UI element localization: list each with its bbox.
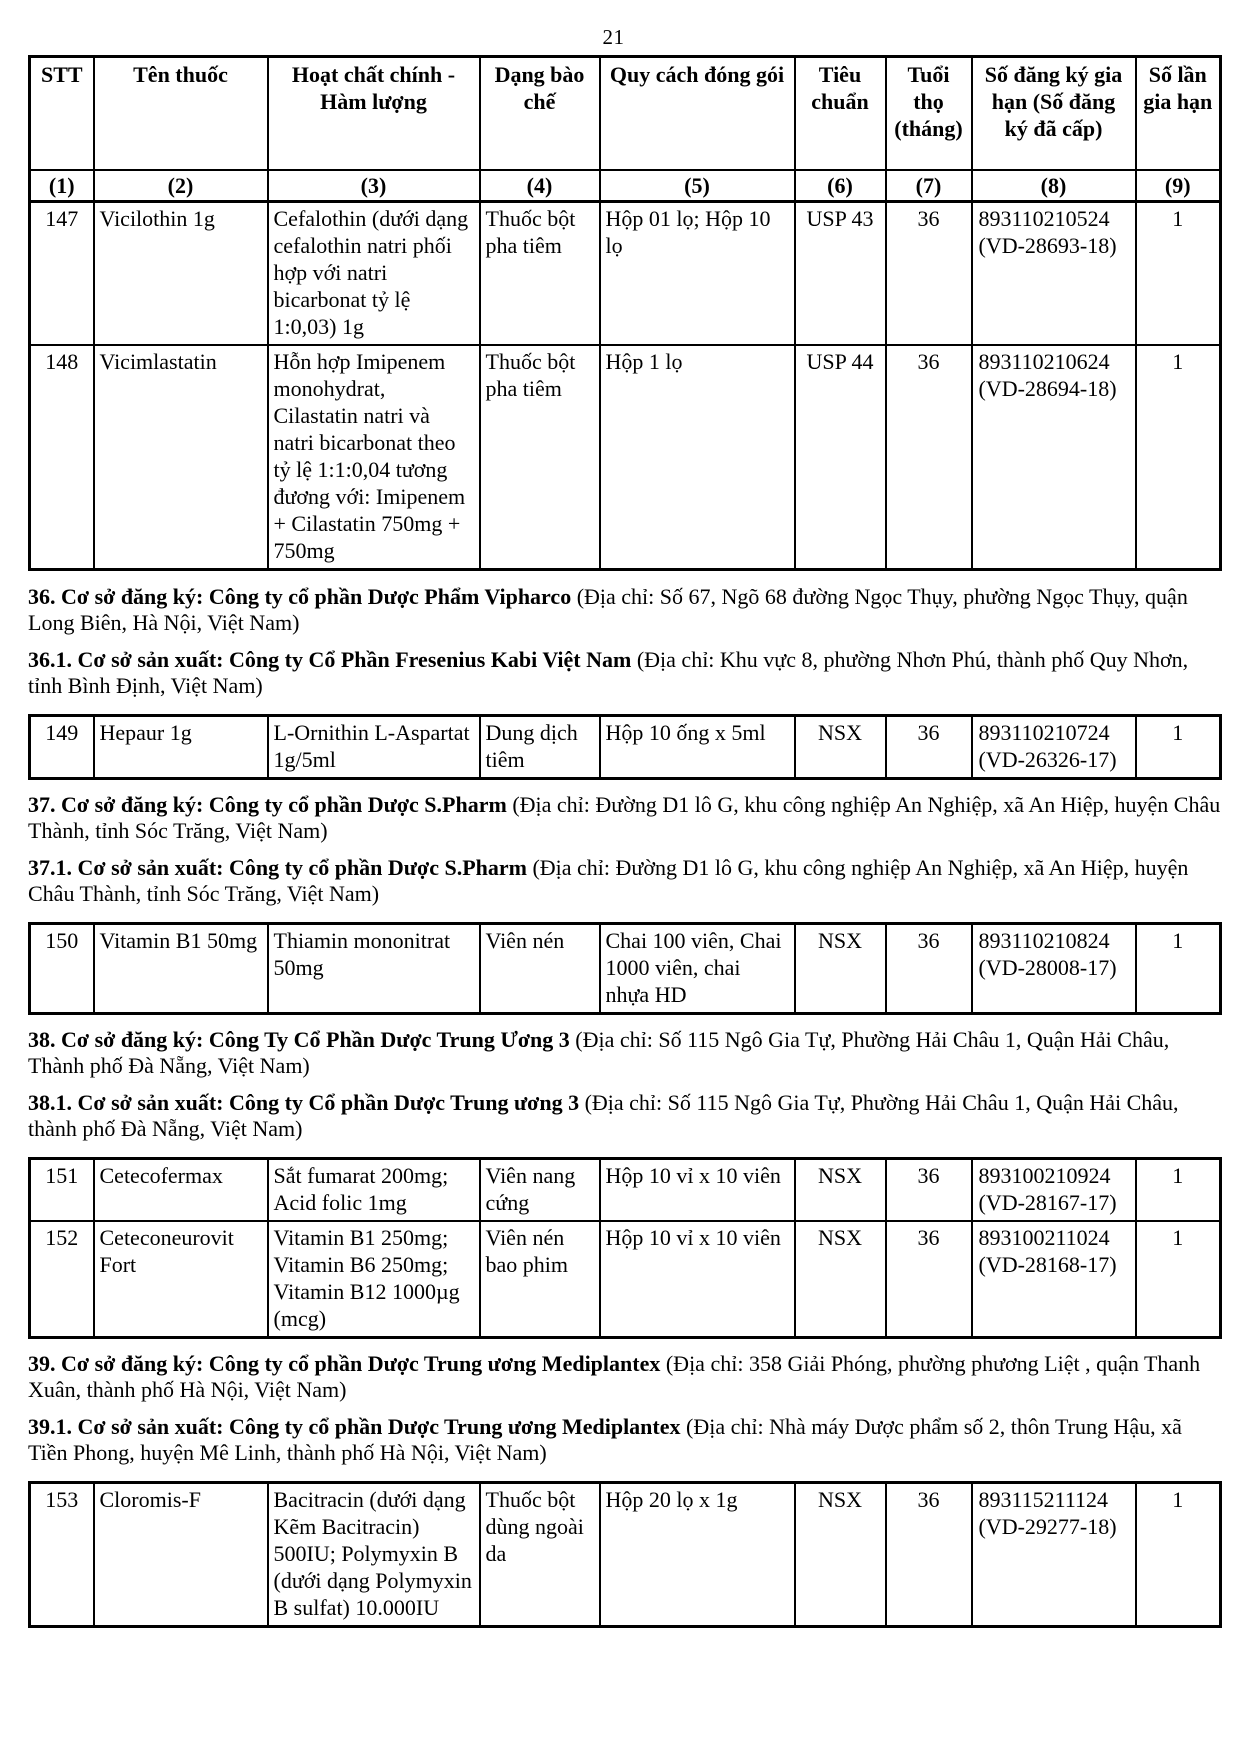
table-cell: Viên nén bao phim [480,1221,600,1338]
table-cell: NSX [795,716,886,779]
table-cell: Hepaur 1g [94,716,268,779]
table-cell: Hỗn hợp Imipenem monohydrat, Cilastatin natri và natri bicarbonat theo tỷ lệ 1:1:0,04 tương đương với: Imipenem + Cilastatin 750mg + 750mg [268,345,480,570]
table-cell: Vitamin B1 250mg; Vitamin B6 250mg; Vitamin B12 1000µg (mcg) [268,1221,480,1338]
section-38-1-manufacturer [28,1090,1221,1142]
header-cell: (1) [30,170,94,202]
table-cell: 893100210924 (VD-28167-17) [972,1159,1136,1222]
table-cell: Hộp 1 lọ [600,345,795,570]
table-cell: Hộp 10 vỉ x 10 viên [600,1159,795,1222]
table-row [30,1483,1221,1627]
table-cell: Ceteconeurovit Fort [94,1221,268,1338]
table-cell: Sắt fumarat 200mg; Acid folic 1mg [268,1159,480,1222]
table-cell: 893100211024 (VD-28168-17) [972,1221,1136,1338]
header-cell: (2) [94,170,268,202]
table-cell: Cefalothin (dưới dạng cefalothin natri phối hợp với natri bicarbonat tỷ lệ 1:0,03) 1g [268,202,480,346]
table-cell: Vitamin B1 50mg [94,924,268,1014]
section-39-1-address: (Địa chỉ: Nhà máy Dược phẩm số 2, thôn Trung Hậu, xã Tiền Phong, huyện Mê Linh, thành phố Hà Nội, Việt Nam) [28,1414,1182,1465]
table-cell: 893110210524 (VD-28693-18) [972,202,1136,346]
section-36-1-title: 36.1. Cơ sở sản xuất: Công ty Cổ Phần Fresenius Kabi Việt Nam [28,647,632,672]
header-cell: (3) [268,170,480,202]
section-38-registrant [28,1027,1221,1079]
table-body-rows-147-148 [30,202,1221,570]
section-36-address: (Địa chỉ: Số 67, Ngõ 68 đường Ngọc Thụy, phường Ngọc Thụy, quận Long Biên, Hà Nội, Việt Nam) [28,584,1188,635]
section-37-title: 37. Cơ sở đăng ký: Công ty cổ phần Dược S.Pharm [28,792,507,817]
table-cell: NSX [795,1159,886,1222]
page-number: 21 [602,25,625,49]
table-cell: 1 [1136,1483,1221,1627]
table-cell: Thiamin mononitrat 50mg [268,924,480,1014]
section-39-registrant [28,1351,1221,1403]
table-cell: Cetecofermax [94,1159,268,1222]
table-cell: Hộp 01 lọ; Hộp 10 lọ [600,202,795,346]
table-cell: Dung dịch tiêm [480,716,600,779]
header-cell: Quy cách đóng gói [600,57,795,170]
table-body-row-149 [30,716,1221,779]
table-row [30,202,1221,346]
header-cell: (4) [480,170,600,202]
drug-registration-table-main [28,55,1222,571]
table-row [30,1159,1221,1222]
header-cell: (6) [795,170,886,202]
section-36-title: 36. Cơ sở đăng ký: Công ty cổ phần Dược Phẩm Vipharco [28,584,572,609]
section-37-1-address: (Địa chỉ: Đường D1 lô G, khu công nghiệp An Nghiệp, xã An Hiệp, huyện Châu Thành, tỉnh Sóc Trăng, Việt Nam) [28,855,1189,906]
table-cell: 36 [886,345,972,570]
column-index-row [30,170,1221,202]
section-37-1-manufacturer [28,855,1221,907]
table-cell: Bacitracin (dưới dạng Kẽm Bacitracin) 500IU; Polymyxin B (dưới dạng Polymyxin B sulfat) 10.000IU [268,1483,480,1627]
header-cell: Hoạt chất chính - Hàm lượng [268,57,480,170]
section-36-1-manufacturer [28,647,1221,699]
section-37-1-title: 37.1. Cơ sở sản xuất: Công ty cổ phần Dược S.Pharm [28,855,527,880]
table-cell: 1 [1136,1221,1221,1338]
table-cell: 150 [30,924,94,1014]
table-cell: NSX [795,1483,886,1627]
table-cell: 152 [30,1221,94,1338]
section-36-registrant [28,584,1221,636]
table-cell: Cloromis-F [94,1483,268,1627]
header-cell: Tiêu chuẩn [795,57,886,170]
table-cell: 893115211124 (VD-29277-18) [972,1483,1136,1627]
table-header [30,57,1221,202]
table-cell: Thuốc bột dùng ngoài da [480,1483,600,1627]
table-cell: Hộp 10 ống x 5ml [600,716,795,779]
section-38-title: 38. Cơ sở đăng ký: Công Ty Cổ Phần Dược Trung Ương 3 [28,1027,570,1052]
table-cell: Thuốc bột pha tiêm [480,345,600,570]
table-cell: L-Ornithin L-Aspartat 1g/5ml [268,716,480,779]
drug-registration-table-151-152 [28,1157,1222,1339]
table-row [30,345,1221,570]
header-cell: (9) [1136,170,1221,202]
table-cell: 893110210824 (VD-28008-17) [972,924,1136,1014]
table-cell: 36 [886,202,972,346]
table-body-rows-151-152 [30,1159,1221,1338]
table-cell: 1 [1136,345,1221,570]
section-38-1-address: (Địa chỉ: Số 115 Ngô Gia Tự, Phường Hải Châu 1, Quận Hải Châu, thành phố Đà Nẵng, Việt Nam) [28,1090,1179,1141]
table-row [30,716,1221,779]
table-cell: Hộp 20 lọ x 1g [600,1483,795,1627]
section-39-1-manufacturer [28,1414,1221,1466]
table-cell: 1 [1136,716,1221,779]
section-37-registrant [28,792,1221,844]
table-cell: Vicimlastatin [94,345,268,570]
table-cell: USP 43 [795,202,886,346]
table-cell: 1 [1136,202,1221,346]
table-cell: Chai 100 viên, Chai 1000 viên, chai nhựa HD [600,924,795,1014]
section-37-address: (Địa chỉ: Đường D1 lô G, khu công nghiệp An Nghiệp, xã An Hiệp, huyện Châu Thành, tỉnh Sóc Trăng, Việt Nam) [28,792,1221,843]
section-39-title: 39. Cơ sở đăng ký: Công ty cổ phần Dược Trung ương Mediplantex [28,1351,661,1376]
table-cell: 36 [886,924,972,1014]
table-cell: 36 [886,1159,972,1222]
table-cell: Vicilothin 1g [94,202,268,346]
table-body-row-153 [30,1483,1221,1627]
header-cell: (7) [886,170,972,202]
table-cell: 148 [30,345,94,570]
table-cell: 1 [1136,1159,1221,1222]
table-cell: Thuốc bột pha tiêm [480,202,600,346]
table-cell: 153 [30,1483,94,1627]
table-body-row-150 [30,924,1221,1014]
table-row [30,1221,1221,1338]
drug-registration-table-153 [28,1481,1222,1628]
section-38-address: (Địa chỉ: Số 115 Ngô Gia Tự, Phường Hải Châu 1, Quận Hải Châu, Thành phố Đà Nẵng, Việt Nam) [28,1027,1170,1078]
header-cell: (8) [972,170,1136,202]
header-cell: STT [30,57,94,170]
column-names-row [30,57,1221,170]
table-cell: Viên nén [480,924,600,1014]
header-cell: Số đăng ký gia hạn (Số đăng ký đã cấp) [972,57,1136,170]
table-cell: 1 [1136,924,1221,1014]
drug-registration-table-149 [28,714,1222,780]
header-cell: Số lần gia hạn [1136,57,1221,170]
section-38-1-title: 38.1. Cơ sở sản xuất: Công ty Cổ phần Dược Trung ương 3 [28,1090,580,1115]
section-39-address: (Địa chỉ: 358 Giải Phóng, phường phương Liệt , quận Thanh Xuân, thành phố Hà Nội, Việt Nam) [28,1351,1201,1402]
table-row [30,924,1221,1014]
table-cell: NSX [795,1221,886,1338]
table-cell: USP 44 [795,345,886,570]
table-cell: Hộp 10 vỉ x 10 viên [600,1221,795,1338]
header-cell: Tuổi thọ (tháng) [886,57,972,170]
table-cell: 893110210624 (VD-28694-18) [972,345,1136,570]
table-cell: 151 [30,1159,94,1222]
table-cell: 149 [30,716,94,779]
table-cell: NSX [795,924,886,1014]
section-39-1-title: 39.1. Cơ sở sản xuất: Công ty cổ phần Dược Trung ương Mediplantex [28,1414,681,1439]
table-cell: 893110210724 (VD-26326-17) [972,716,1136,779]
table-cell: Viên nang cứng [480,1159,600,1222]
section-36-1-address: (Địa chỉ: Khu vực 8, phường Nhơn Phú, thành phố Quy Nhơn, tỉnh Bình Định, Việt Nam) [28,647,1189,698]
drug-registration-table-150 [28,922,1222,1015]
table-cell: 147 [30,202,94,346]
table-cell: 36 [886,716,972,779]
header-cell: (5) [600,170,795,202]
header-cell: Tên thuốc [94,57,268,170]
header-cell: Dạng bào chế [480,57,600,170]
table-cell: 36 [886,1221,972,1338]
table-cell: 36 [886,1483,972,1627]
